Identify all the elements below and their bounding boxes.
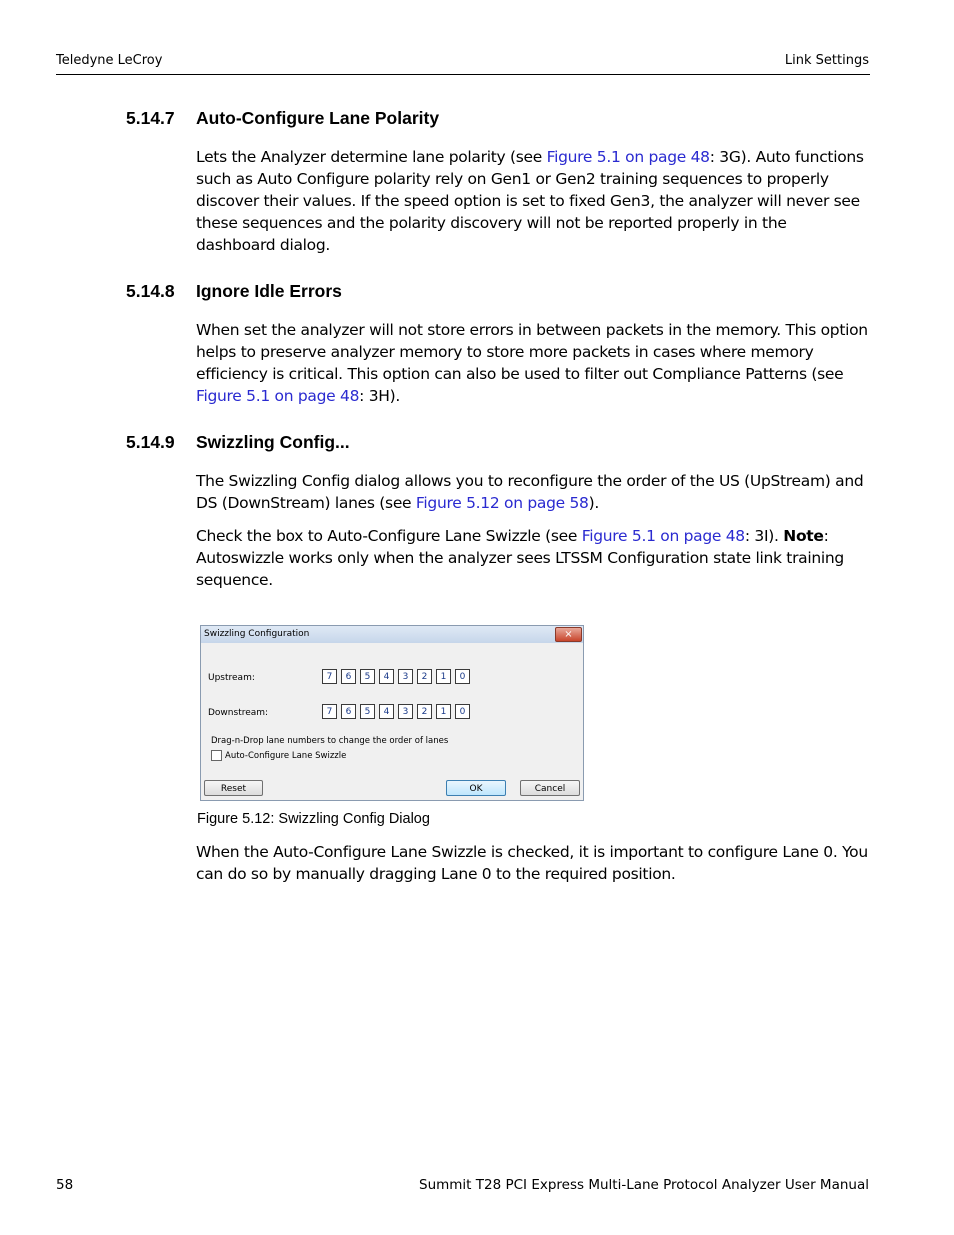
section-title: Swizzling Config... — [196, 432, 350, 452]
paragraph-ignore-idle — [196, 319, 870, 407]
section-title: Ignore Idle Errors — [196, 281, 342, 301]
note-label: Note — [783, 527, 824, 545]
upstream-lane[interactable]: 3 — [398, 669, 413, 684]
downstream-lane[interactable]: 4 — [379, 704, 394, 719]
text: : 3I). — [744, 527, 784, 545]
section-number: 5.14.7 — [126, 108, 175, 128]
paragraph-closing: When the Auto-Configure Lane Swizzle is checked, it is important to configure Lane 0. You can do so by manually dragging Lane 0 to the required position. — [196, 843, 868, 883]
upstream-lane[interactable]: 6 — [341, 669, 356, 684]
paragraph-lane-polarity — [196, 146, 870, 256]
upstream-label: Upstream: — [208, 673, 255, 683]
upstream-lane[interactable]: 2 — [417, 669, 432, 684]
ok-button[interactable]: OK — [446, 780, 506, 796]
header-right: Link Settings — [784, 53, 869, 68]
close-icon[interactable]: × — [555, 627, 582, 642]
upstream-lane[interactable]: 7 — [322, 669, 337, 684]
dialog-title: Swizzling Configuration — [204, 629, 310, 639]
auto-configure-checkbox-row[interactable] — [211, 750, 346, 761]
section-heading-5-14-7 — [126, 108, 439, 129]
downstream-lane[interactable]: 7 — [322, 704, 337, 719]
footer-title: Summit T28 PCI Express Multi-Lane Protocol Analyzer User Manual — [419, 1177, 869, 1193]
figure-link[interactable]: Figure 5.12 on page 58 — [415, 494, 589, 512]
downstream-lane[interactable]: 0 — [455, 704, 470, 719]
paragraph-swizzling-check — [196, 525, 870, 591]
downstream-lane[interactable]: 6 — [341, 704, 356, 719]
text: The Swizzling Config dialog allows you to reconfigure the order of the US (UpStream) and DS (DownStream) lanes (see — [196, 472, 864, 512]
section-number: 5.14.9 — [126, 432, 175, 452]
upstream-lanes — [322, 669, 474, 684]
drag-hint: Drag-n-Drop lane numbers to change the order of lanes — [211, 736, 449, 746]
text: : 3G). Auto functions such as Auto Configure polarity rely on Gen1 or Gen2 training sequences to properly discover their values. If the speed option is set to fixed Gen3, the analyzer will never see these sequences and the polarity discovery will not be reported properly in the dashboard dialog. — [196, 148, 864, 254]
upstream-lane[interactable]: 5 — [360, 669, 375, 684]
auto-configure-checkbox[interactable] — [211, 750, 222, 761]
text: : 3H). — [359, 387, 400, 405]
figure-link[interactable]: Figure 5.1 on page 48 — [546, 148, 710, 166]
header-left: Teledyne LeCroy — [56, 53, 163, 68]
text: Lets the Analyzer determine lane polarity (see — [196, 148, 547, 166]
text: : Autoswizzle works only when the analyzer sees LTSSM Configuration state link training sequence. — [196, 527, 844, 589]
figure-link[interactable]: Figure 5.1 on page 48 — [196, 387, 360, 405]
header-rule — [56, 74, 870, 75]
section-number: 5.14.8 — [126, 281, 175, 301]
cancel-button[interactable]: Cancel — [520, 780, 580, 796]
downstream-lane[interactable]: 3 — [398, 704, 413, 719]
swizzling-dialog — [200, 625, 584, 801]
upstream-lane[interactable]: 1 — [436, 669, 451, 684]
text: ). — [588, 494, 599, 512]
downstream-lane[interactable]: 2 — [417, 704, 432, 719]
downstream-lanes — [322, 704, 474, 719]
upstream-lane[interactable]: 4 — [379, 669, 394, 684]
paragraph-swizzling-intro — [196, 470, 870, 514]
figure-link[interactable]: Figure 5.1 on page 48 — [581, 527, 745, 545]
upstream-lane[interactable]: 0 — [455, 669, 470, 684]
section-heading-5-14-8 — [126, 281, 342, 302]
checkbox-label: Auto-Configure Lane Swizzle — [225, 750, 347, 761]
reset-button[interactable]: Reset — [204, 780, 263, 796]
text: Check the box to Auto-Configure Lane Swizzle (see — [196, 527, 582, 545]
section-title: Auto-Configure Lane Polarity — [196, 108, 440, 128]
downstream-label: Downstream: — [208, 708, 269, 718]
dialog-titlebar — [201, 626, 583, 643]
downstream-lane[interactable]: 5 — [360, 704, 375, 719]
section-heading-5-14-9 — [126, 432, 350, 453]
text: When set the analyzer will not store errors in between packets in the memory. This option helps to preserve analyzer memory to store more packets in cases where memory efficiency is critical. This option can also be used to filter out Compliance Patterns (see — [196, 321, 868, 383]
downstream-lane[interactable]: 1 — [436, 704, 451, 719]
page-number: 58 — [56, 1177, 74, 1193]
figure-caption: Figure 5.12: Swizzling Config Dialog — [197, 811, 430, 827]
